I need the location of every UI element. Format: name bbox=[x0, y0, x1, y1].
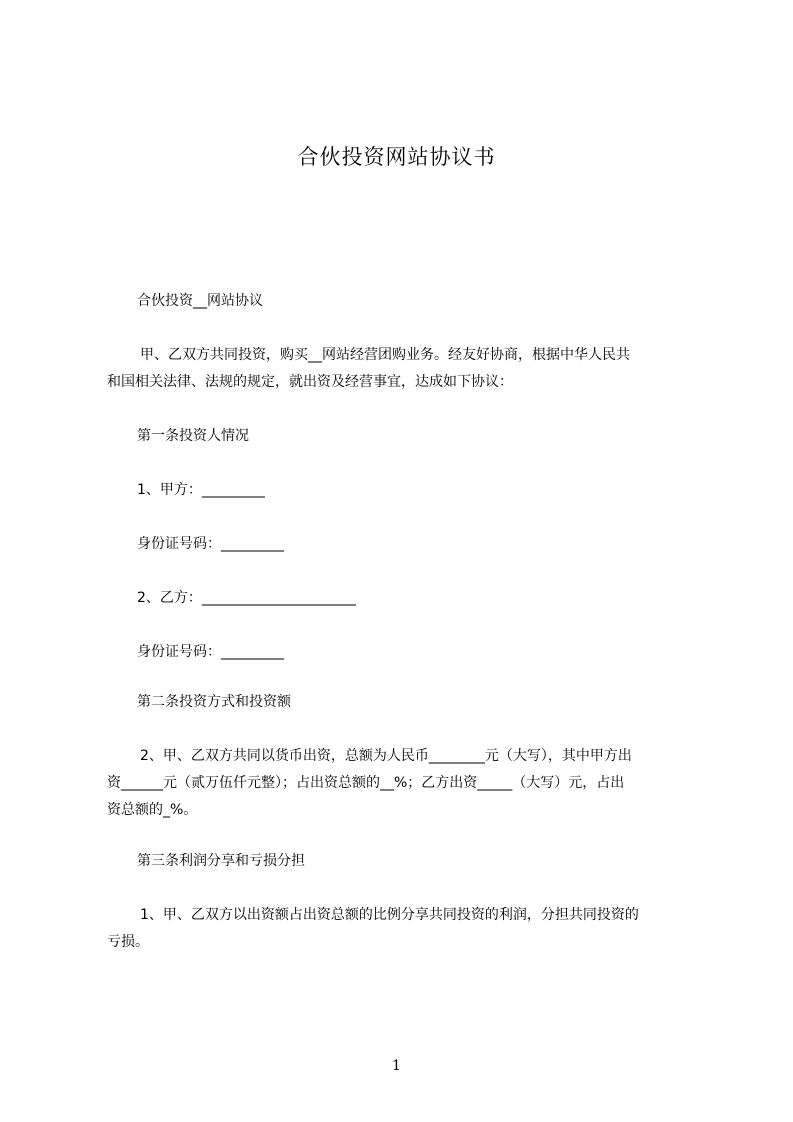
investment-paragraph-line-3: 资总额的_%。 bbox=[107, 802, 198, 818]
party-b-id-line: 身份证号码：_________ bbox=[137, 644, 284, 660]
article-3-heading: 第三条利润分享和亏损分担 bbox=[137, 853, 305, 869]
intro-paragraph-line-1: 甲、乙双方共同投资，购买__网站经营团购业务。经友好协商，根据中华人民共 bbox=[140, 347, 630, 363]
agreement-subtitle: 合伙投资__网站协议 bbox=[137, 293, 263, 309]
investment-paragraph-line-1: 2、甲、乙双方共同以货币出资，总额为人民币________元（大写），其中甲方出 bbox=[140, 748, 632, 764]
party-b-line: 2、乙方：______________________ bbox=[137, 590, 356, 606]
page-number: 1 bbox=[392, 1058, 401, 1074]
party-a-id-line: 身份证号码：_________ bbox=[137, 536, 284, 552]
intro-paragraph-line-2: 和国相关法律、法规的规定，就出资及经营事宜，达成如下协议： bbox=[107, 374, 513, 390]
document-title: 合伙投资网站协议书 bbox=[297, 145, 496, 169]
profit-paragraph-line-1: 1、甲、乙双方以出资额占出资总额的比例分享共同投资的利润，分担共同投资的 bbox=[140, 907, 639, 923]
investment-paragraph-line-2: 资______元（贰万伍仟元整）；占出资总额的__%；乙方出资_____（大写）元，占出 bbox=[107, 775, 625, 791]
article-2-heading: 第二条投资方式和投资额 bbox=[137, 694, 291, 710]
profit-paragraph-line-2: 亏损。 bbox=[107, 934, 149, 950]
party-a-line: 1、甲方：_________ bbox=[137, 482, 265, 498]
article-1-heading: 第一条投资人情况 bbox=[137, 428, 249, 444]
